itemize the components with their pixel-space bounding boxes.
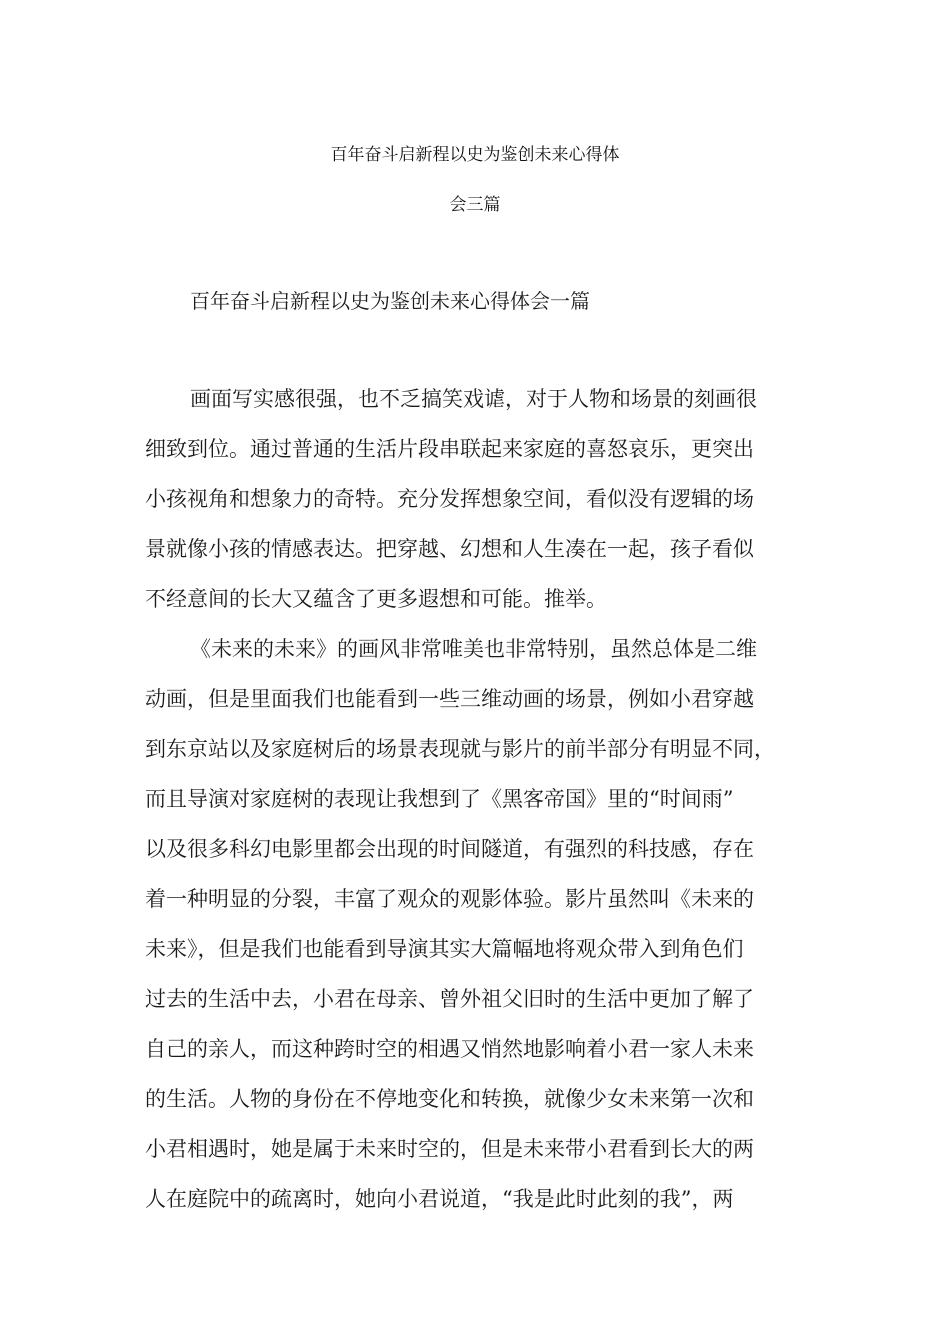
document-title-line-2: 会三篇	[449, 195, 501, 215]
paragraph-2-line: 动画，但是里面我们也能看到一些三维动画的场景，例如小君穿越	[145, 687, 754, 711]
paragraph-1-line: 细致到位。通过普通的生活片段串联起来家庭的喜怒哀乐，更突出	[145, 437, 754, 461]
paragraph-2-line: 过去的生活中去，小君在母亲、曾外祖父旧时的生活中更加了解了	[145, 987, 754, 1011]
document-title-line-1: 百年奋斗启新程以史为鉴创未来心得体	[330, 145, 620, 165]
paragraph-2-line: 的生活。人物的身份在不停地变化和转换，就像少女未来第一次和	[145, 1087, 754, 1111]
paragraph-1-line: 不经意间的长大又蕴含了更多遐想和可能。推举。	[145, 587, 607, 611]
paragraph-1-line: 景就像小孩的情感表达。把穿越、幻想和人生凑在一起，孩子看似	[145, 537, 754, 561]
paragraph-2-line: 人在庭院中的疏离时，她向小君说道，“我是此时此刻的我”，两	[145, 1187, 734, 1211]
paragraph-2-line: 到东京站以及家庭树后的场景表现就与影片的前半部分有明显不同，	[145, 737, 775, 761]
paragraph-2-line: 《未来的未来》的画风非常唯美也非常特别，虽然总体是二维	[190, 637, 757, 661]
paragraph-1-line: 画面写实感很强，也不乏搞笑戏谑，对于人物和场景的刻画很	[190, 387, 757, 411]
section-heading: 百年奋斗启新程以史为鉴创未来心得体会一篇	[190, 289, 590, 313]
paragraph-2-line: 而且导演对家庭树的表现让我想到了《黑客帝国》里的“时间雨”	[145, 787, 734, 811]
paragraph-1-line: 小孩视角和想象力的奇特。充分发挥想象空间，看似没有逻辑的场	[145, 487, 754, 511]
paragraph-2-line: 以及很多科幻电影里都会出现的时间隧道，有强烈的科技感，存在	[145, 837, 754, 861]
paragraph-2-line: 着一种明显的分裂，丰富了观众的观影体验。影片虽然叫《未来的	[145, 887, 754, 911]
paragraph-2-line: 未来》，但是我们也能看到导演其实大篇幅地将观众带入到角色们	[145, 937, 744, 961]
paragraph-2-line: 自己的亲人，而这种跨时空的相遇又悄然地影响着小君一家人未来	[145, 1037, 754, 1061]
paragraph-2-line: 小君相遇时，她是属于未来时空的，但是未来带小君看到长大的两	[145, 1137, 754, 1161]
